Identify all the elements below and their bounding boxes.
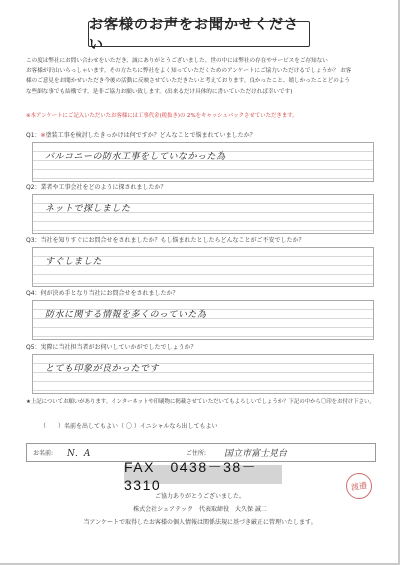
question-number: Q2： bbox=[26, 184, 41, 191]
question-3 bbox=[26, 237, 380, 287]
question-text: 何が決め手となり当社にお問合せをされましたか？ bbox=[40, 290, 179, 297]
question-number: Q5： bbox=[26, 344, 41, 351]
answer-text: バルコニーの防水工事をしていなかった為 bbox=[45, 152, 226, 162]
address-label: ご住所: bbox=[186, 450, 207, 457]
intro-line: お客様が沢山いらっしゃいます。その方たちに弊社をよく知っていただくためのアンケートにご協力いただけるでしょうか？ お客 bbox=[26, 68, 352, 75]
question-4 bbox=[26, 290, 380, 340]
intro-line: この度は弊社にお問い合わせをいただき、誠にありがとうございました。世の中には弊社の存在やサービスをご存知ない bbox=[26, 58, 328, 64]
answer-text: とても印象が良かったです bbox=[45, 364, 160, 374]
question-label bbox=[26, 237, 380, 245]
question-label bbox=[26, 290, 380, 298]
page-title: お客様のお声をお聞かせください bbox=[88, 21, 310, 47]
answer-text: ネットで探しました bbox=[45, 204, 131, 214]
question-1 bbox=[26, 132, 380, 182]
cashback-note: ※本アンケートにご記入いただいたお客様には工事代金(税抜き)の 2%をキャッシュバックさせていただきます。 bbox=[26, 113, 298, 119]
intro-line: な些細な事でも結構です。是非ご協力お願い致します。(出来るだけ具体的に書いていただければ幸いです) bbox=[26, 88, 293, 95]
option-full-name[interactable]: （ ）名前を出してもよい bbox=[40, 423, 119, 430]
privacy-notice: 当アンケートで取得したお客様の個人情報は関係法規に基づき厳正に管理いたします。 bbox=[83, 519, 317, 526]
answer-box[interactable] bbox=[32, 300, 374, 340]
name-label: お名前: bbox=[33, 450, 54, 457]
address-field[interactable]: 国立市富士見台 bbox=[224, 449, 288, 459]
question-2 bbox=[26, 184, 380, 234]
question-text: 業者や工事会社をどのように探されましたか？ bbox=[40, 184, 167, 191]
name-field[interactable]: N．A bbox=[67, 449, 91, 459]
thanks-text: ご協力ありがとうございました。 bbox=[154, 493, 245, 500]
question-label bbox=[26, 184, 380, 192]
answer-text: 防水に関する情報を多くのっていた為 bbox=[45, 310, 207, 320]
publish-consent-text: ★上記についてお願いがあります。インターネットや印刷物に掲載させていただいてもよろしいでしょうか？下記の中から〇印をお付け下さい。 bbox=[26, 399, 375, 405]
intro-text bbox=[26, 56, 382, 97]
answer-text: すぐしました bbox=[45, 257, 103, 267]
question-text: 当社を知りすぐにお問合せをされましたか？もし悩まれたとしたらどんなことがご不安でしたか？ bbox=[40, 237, 305, 244]
answer-box[interactable] bbox=[32, 247, 374, 287]
intro-line: 様のご意見をお聞かせいただき今後の活動に反映させていただきたいと考えております。良かったこと、嬉しかったことどのよう bbox=[26, 78, 350, 85]
question-text: 実際に当社担当者がお伺いしていかがでしたでしょうか？ bbox=[40, 344, 197, 351]
answer-box[interactable] bbox=[32, 142, 374, 182]
company-signature: 株式会社シェアテック 代表取締役 大久保 誠二 bbox=[133, 506, 267, 513]
answer-box[interactable] bbox=[32, 354, 374, 394]
seal-stamp: 渡邉 bbox=[344, 471, 373, 500]
question-text: 塗装工事を検討したきっかけは何ですか？どんなことで悩まれていましたか？ bbox=[45, 132, 256, 139]
required-mark: ※ bbox=[40, 132, 46, 139]
fax-number: FAX 0438－38－3310 bbox=[124, 465, 282, 484]
question-number: Q4： bbox=[26, 290, 41, 297]
question-5 bbox=[26, 344, 380, 394]
question-label bbox=[26, 132, 380, 140]
question-number: Q3： bbox=[26, 237, 41, 244]
question-number: Q1： bbox=[26, 132, 41, 139]
answer-box[interactable] bbox=[32, 194, 374, 234]
option-initials[interactable]: （ 〇 ）イニシャルなら出してもよい bbox=[118, 423, 218, 430]
question-label bbox=[26, 344, 380, 352]
